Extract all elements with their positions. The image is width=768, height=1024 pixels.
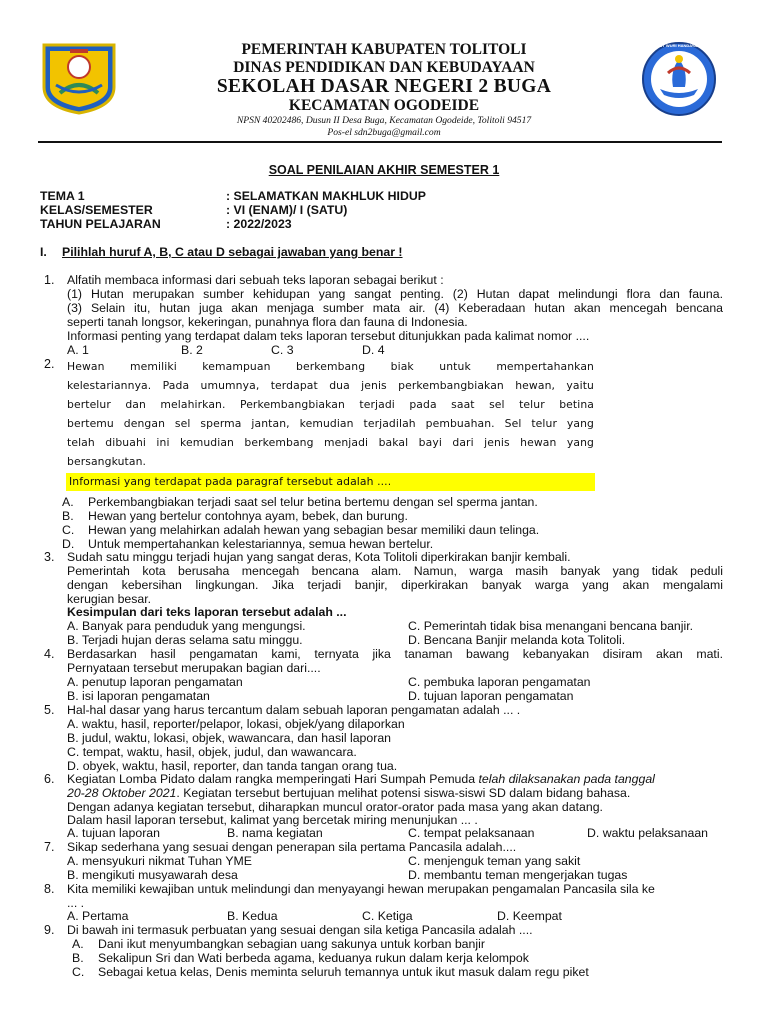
question-text: Sudah satu minggu terjadi hujan yang sangat deras, Kota Tolitoli diperkirakan banjir kembali. xyxy=(67,550,571,564)
question-number: 6. xyxy=(44,772,55,786)
passage-line: bertelur dan melahirkan. Perkembangbiakan terjadi pada saat sel telur betina xyxy=(67,398,594,411)
answer-option-a[interactable]: A. Pertama xyxy=(67,909,129,923)
section-number: I. xyxy=(40,245,47,259)
question-prompt: Informasi yang terdapat pada paragraf tersebut adalah .... xyxy=(69,475,392,488)
answer-option-b[interactable]: Hewan yang bertelur contohnya ayam, bebek, dan burung. xyxy=(88,509,408,523)
question-number: 2. xyxy=(44,357,55,371)
answer-option-a[interactable]: A. penutup laporan pengamatan xyxy=(67,675,243,689)
question-text: seperti tanah longsor, kekeringan, punahnya flora dan fauna di Indonesia. xyxy=(67,315,468,329)
passage-line: telah dibuahi ini kemudian berkembang menjadi bakal bayi dari jenis hewan yang xyxy=(67,436,594,449)
answer-option-b-letter[interactable]: B. xyxy=(62,509,74,523)
passage-line: bertemu dengan sel sperma jantan, kemudian terjadilah pembuahan. Sel telur yang xyxy=(67,417,594,430)
exam-title: SOAL PENILAIAN AKHIR SEMESTER 1 xyxy=(268,163,500,177)
answer-option-c[interactable]: Hewan yang melahirkan adalah hewan yang sebagian besar memiliki daun telinga. xyxy=(88,523,540,537)
meta-value-tahun: : 2022/2023 xyxy=(226,217,292,231)
question-number: 8. xyxy=(44,882,55,896)
answer-option-b[interactable]: B. isi laporan pengamatan xyxy=(67,689,210,703)
question-text-plain: . Kegiatan tersebut bertujuan melihat potensi siswa-siswi SD dalam bidang bahasa. xyxy=(176,786,631,800)
answer-option-d[interactable]: D. waktu pelaksanaan xyxy=(587,826,708,840)
answer-option-b[interactable]: B. mengikuti musyawarah desa xyxy=(67,868,238,882)
question-text-italic: 20-28 Oktober 2021 xyxy=(67,786,177,800)
question-text: Pernyataan tersebut merupakan bagian dari.... xyxy=(67,661,321,675)
answer-option-b[interactable]: B. nama kegiatan xyxy=(227,826,323,840)
answer-option-c[interactable]: C. tempat pelaksanaan xyxy=(408,826,535,840)
answer-option-d[interactable]: D. membantu teman mengerjakan tugas xyxy=(408,868,628,882)
answer-option-a[interactable]: A. 1 xyxy=(67,343,89,357)
question-number: 3. xyxy=(44,550,55,564)
question-text xyxy=(67,786,630,800)
tut-wuri-handayani-logo xyxy=(640,41,718,117)
answer-option-a[interactable]: Perkembangbiakan terjadi saat sel telur betina bertemu dengan sel sperma jantan. xyxy=(88,495,538,509)
question-text: dengan kebersihan lingkungan. Jika terjadi banjir, diperkirakan banyak warga yang akan mengalami xyxy=(67,578,723,592)
answer-option-a[interactable]: A. waktu, hasil, reporter/pelapor, lokasi, objek/yang dilaporkan xyxy=(67,717,405,731)
question-number: 7. xyxy=(44,840,55,854)
answer-option-d[interactable]: D. obyek, waktu, hasil, reporter, dan tanda tangan orang tua. xyxy=(67,759,398,773)
answer-option-c[interactable]: C. Ketiga xyxy=(362,909,413,923)
answer-option-c[interactable]: C. menjenguk teman yang sakit xyxy=(408,854,581,868)
question-number: 9. xyxy=(44,923,55,937)
answer-option-b[interactable]: Sekalipun Sri dan Wati berbeda agama, keduanya rukun dalam kerja kelompok xyxy=(98,951,529,965)
answer-option-a[interactable]: Dani ikut menyumbangkan sebagian uang sakunya untuk korban banjir xyxy=(98,937,485,951)
meta-label-tahun: TAHUN PELAJARAN xyxy=(40,217,161,231)
question-text xyxy=(67,772,655,786)
header-district: KECAMATAN OGODEIDE xyxy=(288,97,480,114)
school-name: SEKOLAH DASAR NEGERI 2 BUGA xyxy=(216,76,552,97)
answer-option-a-letter[interactable]: A. xyxy=(62,495,74,509)
answer-option-b[interactable]: B. Kedua xyxy=(227,909,278,923)
question-text: Pemerintah kota berusaha mencegah bencana alam. Namun, warga masih banyak yang tidak peduli xyxy=(67,564,723,578)
section-instruction: Pilihlah huruf A, B, C atau D sebagai jawaban yang benar ! xyxy=(62,245,403,259)
question-text-italic: telah dilaksanakan pada tanggal xyxy=(478,772,655,786)
passage-line: kelestariannya. Pada umumnya, terdapat dua jenis perkembangbiakan hewan, yaitu xyxy=(67,379,594,392)
question-text-plain: Kegiatan Lomba Pidato dalam rangka memperingati Hari Sumpah Pemuda xyxy=(67,772,479,786)
answer-option-a[interactable]: A. tujuan laporan xyxy=(67,826,160,840)
question-text: Dengan adanya kegiatan tersebut, diharapkan muncul orator-orator pada masa yang akan datang. xyxy=(67,800,603,814)
passage-line: Hewan memiliki kemampuan berkembang biak untuk mempertahankan xyxy=(67,360,594,373)
answer-option-c[interactable]: C. pembuka laporan pengamatan xyxy=(408,675,591,689)
question-text: (1) Hutan merupakan sumber kehidupan yang sangat penting. (2) Hutan dapat melindungi flora dan fauna. xyxy=(67,287,723,301)
answer-option-d[interactable]: D. tujuan laporan pengamatan xyxy=(408,689,574,703)
answer-option-c-letter[interactable]: C. xyxy=(72,965,85,979)
answer-option-c[interactable]: C. 3 xyxy=(271,343,294,357)
header-line-1: PEMERINTAH KABUPATEN TOLITOLI xyxy=(241,41,527,58)
tut-wuri-handayani-text: TUT WURI HANDAYANI xyxy=(657,43,701,48)
answer-option-b[interactable]: B. judul, waktu, lokasi, objek, wawancara, dan hasil laporan xyxy=(67,731,392,745)
answer-option-c[interactable]: C. tempat, waktu, hasil, objek, judul, dan wawancara. xyxy=(67,745,357,759)
question-number: 1. xyxy=(44,273,55,287)
answer-option-d[interactable]: D. 4 xyxy=(362,343,385,357)
question-text: Hal-hal dasar yang harus tercantum dalam sebuah laporan pengamatan adalah ... . xyxy=(67,703,521,717)
question-text: (3) Selain itu, hutan juga akan menjaga sumber mata air. (4) Keberadaan hutan akan mencegah bencana xyxy=(67,301,723,315)
question-text: Sikap sederhana yang sesuai dengan penerapan sila pertama Pancasila adalah.... xyxy=(67,840,517,854)
answer-option-a[interactable]: A. Banyak para penduduk yang mengungsi. xyxy=(67,619,306,633)
answer-option-a-letter[interactable]: A. xyxy=(72,937,84,951)
question-text: Berdasarkan hasil pengamatan kami, ternyata jika tanaman bawang kebanyakan disiram akan mati. xyxy=(67,647,723,661)
answer-option-d[interactable]: D. Bencana Banjir melanda kota Tolitoli. xyxy=(408,633,626,647)
meta-label-kelas: KELAS/SEMESTER xyxy=(40,203,153,217)
answer-option-a[interactable]: A. mensyukuri nikmat Tuhan YME xyxy=(67,854,252,868)
school-address: NPSN 40202486, Dusun II Desa Buga, Kecamatan Ogodeide, Tolitoli 94517 xyxy=(236,115,532,126)
answer-option-c[interactable]: Sebagai ketua kelas, Denis meminta seluruh temannya untuk ikut masuk dalam regu piket xyxy=(98,965,589,979)
question-text: Di bawah ini termasuk perbuatan yang sesuai dengan sila ketiga Pancasila adalah .... xyxy=(67,923,533,937)
question-prompt: Kesimpulan dari teks laporan tersebut adalah ... xyxy=(67,605,347,619)
meta-value-kelas: : VI (ENAM)/ I (SATU) xyxy=(226,203,348,217)
header-line-2: DINAS PENDIDIKAN DAN KEBUDAYAAN xyxy=(233,59,535,76)
meta-label-tema: TEMA 1 xyxy=(40,189,85,203)
question-number: 5. xyxy=(44,703,55,717)
question-text: Kita memiliki kewajiban untuk melindungi dan menyayangi hewan merupakan pengamalan Pancasila sila ke xyxy=(67,882,655,896)
question-text: Alfatih membaca informasi dari sebuah teks laporan sebagai berikut : xyxy=(67,273,444,287)
question-text: Informasi penting yang terdapat dalam teks laporan tersebut ditunjukkan pada kalimat nomor .... xyxy=(67,329,590,343)
answer-option-c-letter[interactable]: C. xyxy=(62,523,75,537)
question-number: 4. xyxy=(44,647,55,661)
passage-line: bersangkutan. xyxy=(67,455,147,468)
answer-option-b[interactable]: B. Terjadi hujan deras selama satu minggu. xyxy=(67,633,303,647)
answer-option-d-letter[interactable]: D. xyxy=(62,537,75,551)
answer-option-d[interactable]: Untuk mempertahankan kelestariannya, semua hewan bertelur. xyxy=(88,537,434,551)
question-text: kerugian besar. xyxy=(67,592,152,606)
header-divider xyxy=(38,141,722,143)
school-email: Pos-el sdn2buga@gmail.com xyxy=(327,127,441,138)
question-text: Dalam hasil laporan tersebut, kalimat yang bercetak miring menunjukan ... . xyxy=(67,813,478,827)
answer-option-b[interactable]: B. 2 xyxy=(181,343,203,357)
meta-value-tema: : SELAMATKAN MAKHLUK HIDUP xyxy=(226,189,426,203)
answer-option-b-letter[interactable]: B. xyxy=(72,951,84,965)
question-text: ... . xyxy=(67,896,85,910)
answer-option-c[interactable]: C. Pemerintah tidak bisa menangani bencana banjir. xyxy=(408,619,694,633)
answer-option-d[interactable]: D. Keempat xyxy=(497,909,562,923)
